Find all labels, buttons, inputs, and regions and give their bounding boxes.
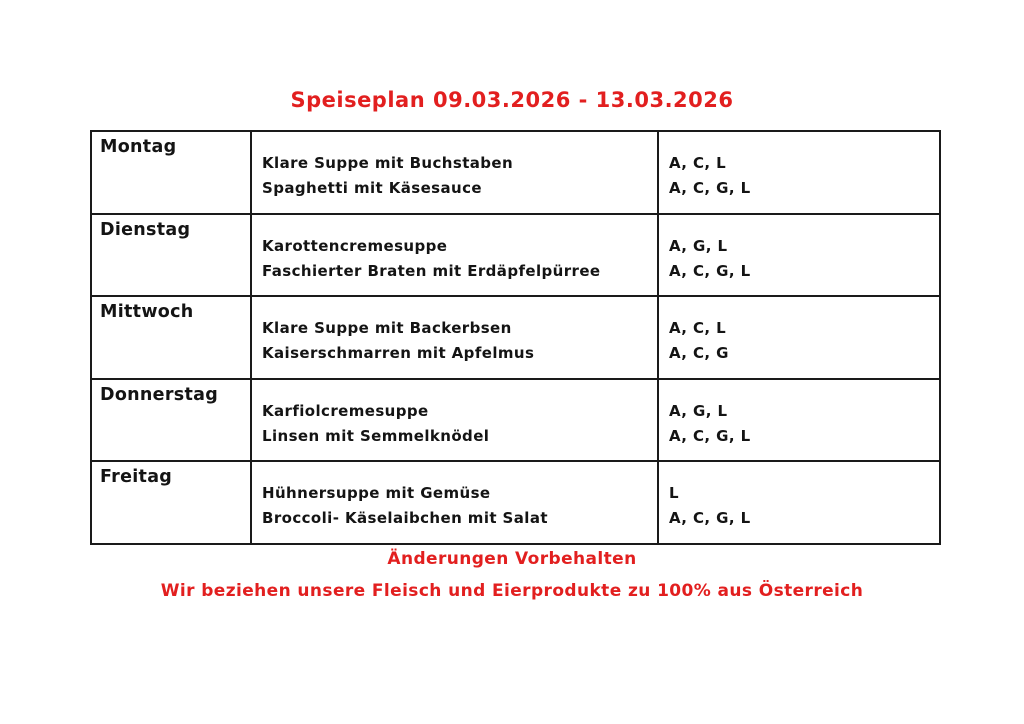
table-row [92,462,939,543]
dish-line-1: Karfiolcremesuppe [262,401,429,420]
table-row [92,380,939,463]
allergen-line-2: A, C, G [669,344,729,363]
note-changes-reserved: Änderungen Vorbehalten [387,549,637,569]
day-cell: Donnerstag [92,380,252,461]
dish-line-1: Klare Suppe mit Backerbsen [262,319,512,338]
allergen-line-1: A, C, L [669,319,727,338]
day-cell: Mittwoch [92,297,252,378]
dish-line-2: Kaiserschmarren mit Apfelmus [262,344,535,363]
table-row [92,215,939,298]
allergens-cell [659,297,941,378]
allergen-line-1: L [669,484,679,503]
day-cell: Freitag [92,462,252,543]
allergen-line-1: A, G, L [669,401,728,420]
allergens-cell [659,380,941,461]
allergen-line-1: A, G, L [669,236,728,255]
dishes-cell [252,380,659,461]
day-cell: Dienstag [92,215,252,296]
allergens-cell [659,132,941,213]
dish-line-1: Klare Suppe mit Buchstaben [262,154,514,172]
dishes-cell [252,215,659,296]
page-title: Speiseplan 09.03.2026 - 13.03.2026 [290,88,734,112]
table-row [92,132,939,215]
dish-line-2: Spaghetti mit Käsesauce [262,179,482,197]
allergen-line-2: A, C, G, L [669,261,751,280]
table-row [92,297,939,380]
note-origin-statement: Wir beziehen unsere Fleisch und Eierprodukte zu 100% aus Österreich [160,581,864,601]
allergens-cell [659,215,941,296]
dishes-cell [252,462,659,543]
dishes-cell [252,132,659,213]
allergen-line-2: A, C, G, L [669,509,751,528]
allergen-line-2: A, C, G, L [669,426,751,445]
dishes-cell [252,297,659,378]
dish-line-2: Linsen mit Semmelknödel [262,426,490,445]
meal-plan-table [90,130,941,545]
dish-line-1: Hühnersuppe mit Gemüse [262,484,491,503]
dish-line-2: Faschierter Braten mit Erdäpfelpürree [262,261,601,280]
allergens-cell [659,462,941,543]
allergen-line-1: A, C, L [669,154,727,172]
dish-line-1: Karottencremesuppe [262,236,448,255]
day-cell: Montag [92,132,252,213]
allergen-line-2: A, C, G, L [669,179,751,197]
dish-line-2: Broccoli- Käselaibchen mit Salat [262,509,548,528]
